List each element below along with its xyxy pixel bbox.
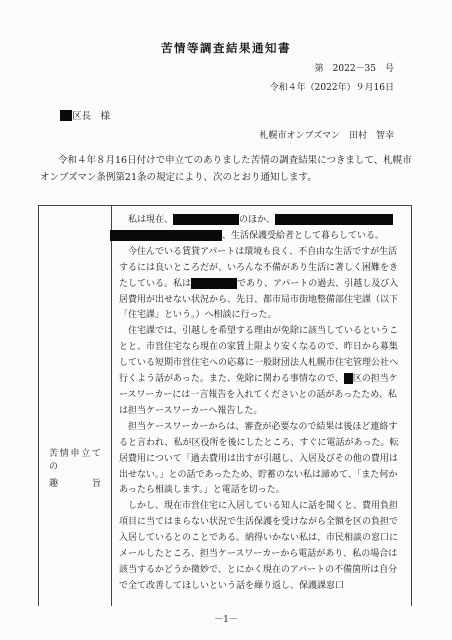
body-text: 住宅課では、引越しを希望する理由が免除に該当しているということと、市営住宅なら現在の家賃上限より安くなるので、昨日から募集している短期市営住宅への応募に一般財団法人札幌市住宅管理公社へ行くよう話があった。また、免除に関わる事情なので、 — [119, 326, 399, 385]
complaint-table — [38, 205, 412, 606]
addressee-suffix: 区長 様 — [72, 111, 111, 122]
body-text: であり、アパートの過去、引越し及び入居費用が出せない状況から、先日、都市局市街地整備部住宅課（以下「住宅課」という。）へ相談に行った。 — [119, 278, 399, 321]
table-label-line1: 苦情申立ての — [49, 449, 101, 472]
page-number: －1－ — [214, 615, 238, 625]
body-paragraph: 担当ケースワーカーからは、審査が必要なので結果は後ほど連絡すると言われ、私が区役所を後にしたところ、すぐに電話があった。転居費用について「過去費用は出すが引越し、入居及びその他の費用は出せない。」との話であったため、貯蓄のない私は諦めて、「また何かあったら相談します。」と電話を切った。 — [119, 421, 399, 496]
redaction-block — [173, 214, 239, 225]
body-text: のほか、 — [239, 215, 276, 225]
document-title: 苦情等調査結果通知書 — [161, 41, 291, 55]
table-label — [39, 448, 111, 491]
intro-text: 令和４年８月16日付けで申立てのありました苦情の調査結果につきまして、札幌市オンブズマン条例第21条の規定により、次のとおり通知します。 — [40, 155, 412, 183]
document-date: 令和４年（2022年）９月16日 — [269, 83, 394, 93]
body-text: 、生活保護受給者として暮らしている。 — [222, 230, 385, 241]
body-paragraph: しかし、現在市営住宅に入居している知人に話を聞くと、費用負担項目に当てはまらない状況で生活保護を受けながら全額を区の負担で入居しているとのことである。納得いかない私は、市民相談の窓口にメールしたところ、担当ケースワーカーから電話があり、私の場合は該当するかどうか微妙で、とにかく現在のアパートの不備箇所は自分で全て改善してほしいという話を繰り返し、保護課窓口 — [119, 501, 399, 591]
redaction-block — [275, 214, 393, 225]
intro-paragraph — [40, 152, 420, 186]
addressee — [60, 108, 110, 122]
body-paragraph — [119, 213, 405, 245]
body-text: 区の担当ケースワーカーには一言報告を入れてくださいとの話があったため、私は担当ケースワーカーへ報告した。 — [119, 374, 398, 416]
sender: 札幌市オンブズマン 田村 智幸 — [259, 131, 394, 141]
table-label-line2: 趣 旨 — [49, 479, 101, 489]
document-number: 第 2022－35 号 — [314, 64, 394, 74]
body-text: 今住んでいる賃貸アパートは環境も良く、不自由な生活ですが生活するには良いところだが、いろんな不備があり生活に著しく困難をきたしている。私は — [119, 246, 399, 289]
redaction-block — [60, 110, 72, 121]
complaint-body — [119, 213, 405, 595]
redaction-block — [344, 373, 353, 384]
body-text: 私は現在、 — [128, 215, 174, 225]
redaction-block — [191, 278, 237, 289]
body-paragraph — [119, 245, 405, 325]
body-paragraph — [119, 324, 405, 419]
redaction-block — [110, 230, 222, 241]
table-label-column — [39, 206, 112, 606]
